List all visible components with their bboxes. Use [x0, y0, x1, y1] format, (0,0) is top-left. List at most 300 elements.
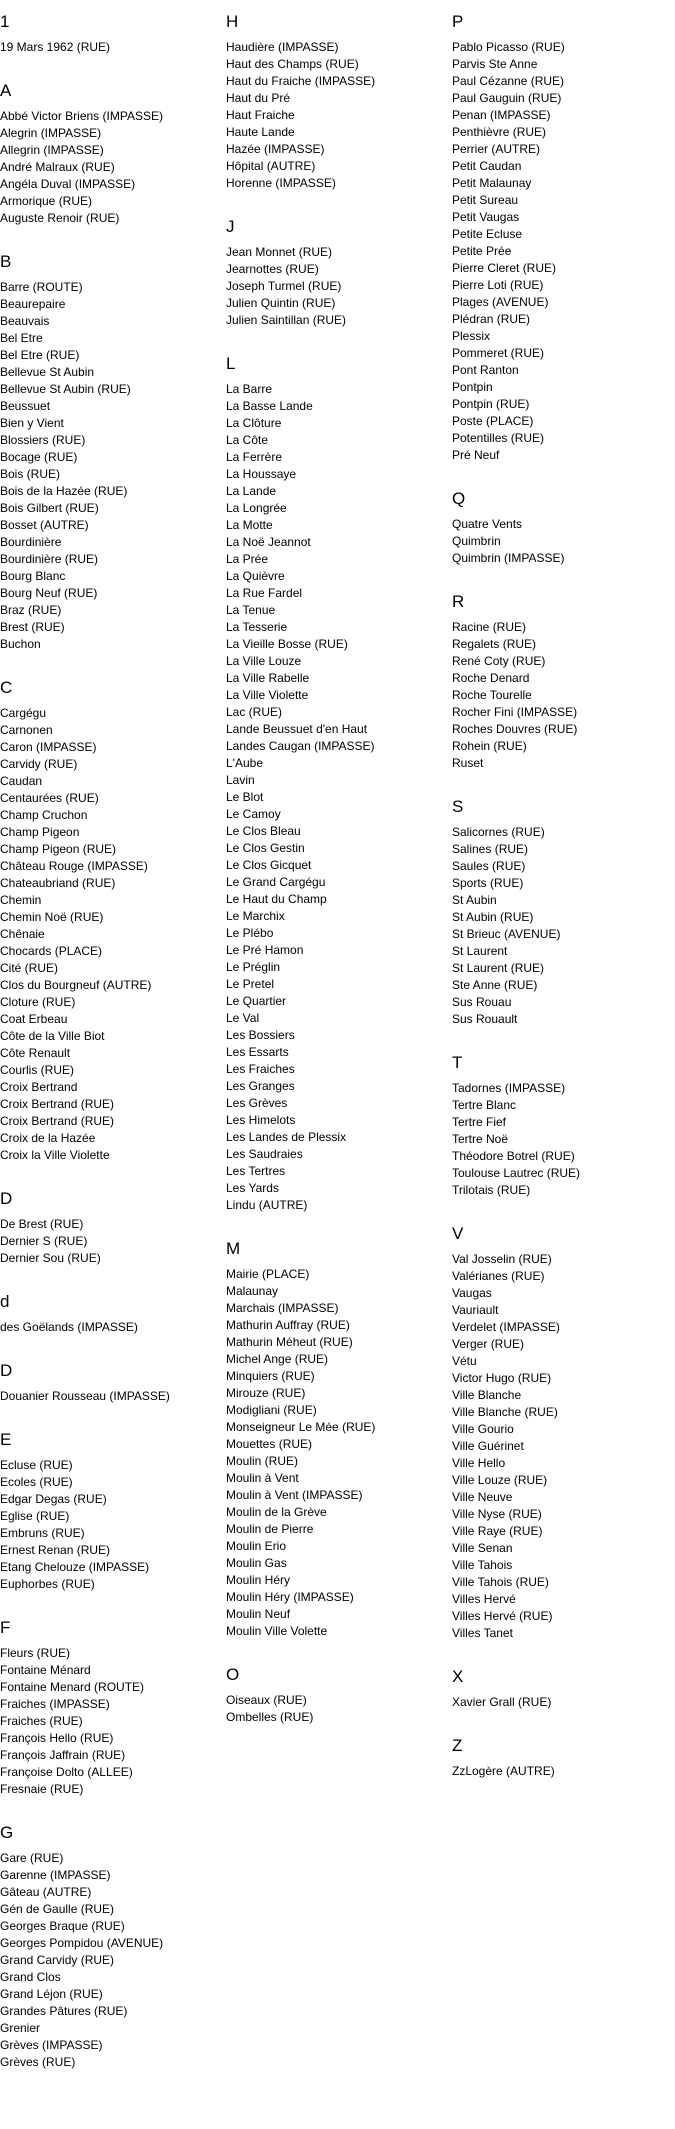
- street-name: Bourdinière: [0, 535, 62, 549]
- street-name: Barre (ROUTE): [0, 280, 83, 294]
- street-name: Ville Tahois: [452, 1558, 513, 1572]
- street-name: Braz (RUE): [0, 603, 62, 617]
- letter-section: [452, 12, 672, 464]
- street-name: Villes Tanet: [452, 1626, 513, 1640]
- street-name: Vaugas: [452, 1286, 492, 1300]
- street-name: Moulin Erio: [226, 1539, 287, 1553]
- street-name: De Brest (RUE): [0, 1217, 84, 1231]
- street-list: [0, 1319, 220, 1336]
- street-name: Haute Lande: [226, 125, 295, 139]
- letter-section: [0, 81, 220, 227]
- street-name: Trilotais (RUE): [452, 1183, 531, 1197]
- street-name: des Goëlands (IMPASSE): [0, 1320, 138, 1334]
- street-name: Mairie (PLACE): [226, 1267, 310, 1281]
- street-name: Villes Hervé: [452, 1592, 516, 1606]
- street-name: Bourg Blanc: [0, 569, 66, 583]
- street-name: Sports (RUE): [452, 876, 524, 890]
- street-name: Croix Bertrand (RUE): [0, 1097, 115, 1111]
- street-name: Ville Blanche: [452, 1388, 522, 1402]
- letter-section: [0, 1189, 220, 1267]
- street-name: Pommeret (RUE): [452, 346, 545, 360]
- street-name: Vétu: [452, 1354, 477, 1368]
- street-list: [0, 705, 220, 1164]
- street-name: Haut du Fraiche (IMPASSE): [226, 74, 376, 88]
- street-name: Lavin: [226, 773, 255, 787]
- street-name: Beauvais: [0, 314, 50, 328]
- street-name: Chemin: [0, 893, 42, 907]
- street-name: Cloture (RUE): [0, 995, 76, 1009]
- street-name: Pré Neuf: [452, 448, 500, 462]
- street-name: La Tenue: [226, 603, 276, 617]
- street-name: Modigliani (RUE): [226, 1403, 317, 1417]
- street-name: Pont Ranton: [452, 363, 519, 377]
- street-name: Ville Gourio: [452, 1422, 514, 1436]
- street-name: Rocher Fini (IMPASSE): [452, 705, 578, 719]
- street-name: Chocards (PLACE): [0, 944, 103, 958]
- street-name: Bien y Vient: [0, 416, 64, 430]
- street-name: La Motte: [226, 518, 273, 532]
- street-name: André Malraux (RUE): [0, 160, 115, 174]
- street-name: Quimbrin (IMPASSE): [452, 551, 565, 565]
- street-name: Haut du Pré: [226, 91, 291, 105]
- section-letter-heading: T: [452, 1053, 463, 1072]
- letter-section: [0, 1618, 220, 1798]
- section-letter-heading: P: [452, 12, 464, 31]
- street-name: Le Quartier: [226, 994, 287, 1008]
- street-name: Bois (RUE): [0, 467, 61, 481]
- street-name: Mirouze (RUE): [226, 1386, 306, 1400]
- street-name: Fraiches (IMPASSE): [0, 1697, 110, 1711]
- street-name: Quatre Vents: [452, 517, 523, 531]
- letter-section: [452, 797, 672, 1028]
- street-name: Ville Tahois (RUE): [452, 1575, 549, 1589]
- street-name: Ombelles (RUE): [226, 1710, 314, 1724]
- street-name: La Ferrère: [226, 450, 283, 464]
- street-name: Bellevue St Aubin (RUE): [0, 382, 131, 396]
- street-name: Croix Bertrand (RUE): [0, 1114, 115, 1128]
- street-name: St Aubin: [452, 893, 497, 907]
- street-name: Malaunay: [226, 1284, 279, 1298]
- street-list: [0, 1850, 220, 2071]
- street-name: Fontaine Menard (ROUTE): [0, 1680, 145, 1694]
- street-name: Bellevue St Aubin: [0, 365, 95, 379]
- street-name: Moulin Héry (IMPASSE): [226, 1590, 354, 1604]
- street-name: Auguste Renoir (RUE): [0, 211, 120, 225]
- letter-section: [452, 489, 672, 567]
- street-name: Moulin Ville Volette: [226, 1624, 328, 1638]
- street-list: [452, 39, 672, 464]
- letter-section: [0, 1292, 220, 1336]
- street-name: Hazée (IMPASSE): [226, 142, 325, 156]
- street-name: Fleurs (RUE): [0, 1646, 71, 1660]
- street-name: Le Pré Hamon: [226, 943, 304, 957]
- street-name: Pierre Loti (RUE): [452, 278, 544, 292]
- street-name: Landes Caugan (IMPASSE): [226, 739, 375, 753]
- street-list: [452, 1080, 672, 1199]
- section-letter-heading: L: [226, 354, 236, 373]
- street-name: Ernest Renan (RUE): [0, 1543, 111, 1557]
- street-name: Le Blot: [226, 790, 264, 804]
- street-name: Lac (RUE): [226, 705, 283, 719]
- street-name: Bel Etre (RUE): [0, 348, 80, 362]
- street-name: Tertre Blanc: [452, 1098, 517, 1112]
- street-name: La Longrée: [226, 501, 287, 515]
- street-name: Le Grand Cargégu: [226, 875, 326, 889]
- street-name: Haudière (IMPASSE): [226, 40, 339, 54]
- street-name: Penthièvre (RUE): [452, 125, 547, 139]
- street-name: Moulin (RUE): [226, 1454, 299, 1468]
- letter-section: [452, 592, 672, 772]
- street-name: Victor Hugo (RUE): [452, 1371, 552, 1385]
- street-name: Le Marchix: [226, 909, 285, 923]
- street-name: Caron (IMPASSE): [0, 740, 97, 754]
- street-name: Centaurées (RUE): [0, 791, 99, 805]
- street-name: Les Tertres: [226, 1164, 286, 1178]
- street-name: Beaurepaire: [0, 297, 66, 311]
- street-name: Les Grèves: [226, 1096, 288, 1110]
- letter-section: [452, 1667, 672, 1711]
- street-name: Brest (RUE): [0, 620, 65, 634]
- street-name: Parvis Ste Anne: [452, 57, 538, 71]
- street-name: Julien Saintillan (RUE): [226, 313, 347, 327]
- street-name: Champ Pigeon (RUE): [0, 842, 117, 856]
- street-name: Tertre Noë: [452, 1132, 509, 1146]
- letter-section: [452, 1736, 672, 1780]
- street-name: Paul Cézanne (RUE): [452, 74, 565, 88]
- street-name: Gâteau (AUTRE): [0, 1885, 92, 1899]
- street-name: Le Plébo: [226, 926, 274, 940]
- section-letter-heading: R: [452, 592, 465, 611]
- street-name: Rohein (RUE): [452, 739, 527, 753]
- street-list: [452, 1251, 672, 1642]
- street-name: Douanier Rousseau (IMPASSE): [0, 1389, 170, 1403]
- street-name: ZzLogère (AUTRE): [452, 1764, 555, 1778]
- street-name: Verdelet (IMPASSE): [452, 1320, 560, 1334]
- street-name: Ville Senan: [452, 1541, 513, 1555]
- street-name: Croix de la Hazée: [0, 1131, 96, 1145]
- street-name: Bourdinière (RUE): [0, 552, 99, 566]
- street-name: Bourg Neuf (RUE): [0, 586, 98, 600]
- street-name: René Coty (RUE): [452, 654, 546, 668]
- street-name: Pontpin: [452, 380, 493, 394]
- section-letter-heading: V: [452, 1224, 464, 1243]
- letter-section: [0, 252, 220, 653]
- street-name: Théodore Botrel (RUE): [452, 1149, 575, 1163]
- street-name: Ville Neuve: [452, 1490, 513, 1504]
- street-name: Roche Tourelle: [452, 688, 532, 702]
- street-name: Petite Ecluse: [452, 227, 523, 241]
- street-name: Caudan: [0, 774, 43, 788]
- section-letter-heading: Z: [452, 1736, 463, 1755]
- street-name: Le Préglin: [226, 960, 281, 974]
- street-name: Beussuet: [0, 399, 51, 413]
- section-letter-heading: 1: [0, 12, 10, 31]
- street-name: Dernier S (RUE): [0, 1234, 88, 1248]
- street-name: Blossiers (RUE): [0, 433, 86, 447]
- section-letter-heading: d: [0, 1292, 10, 1311]
- street-name: Buchon: [0, 637, 41, 651]
- street-name: Champ Pigeon: [0, 825, 80, 839]
- street-name: Penan (IMPASSE): [452, 108, 551, 122]
- street-name: Edgar Degas (RUE): [0, 1492, 107, 1506]
- street-name: Ville Blanche (RUE): [452, 1405, 558, 1419]
- street-name: Ecoles (RUE): [0, 1475, 73, 1489]
- street-name: Moulin Héry: [226, 1573, 291, 1587]
- street-name: Lande Beussuet d'en Haut: [226, 722, 368, 736]
- street-name: La Ville Rabelle: [226, 671, 310, 685]
- section-letter-heading: D: [0, 1361, 13, 1380]
- street-name: Valérianes (RUE): [452, 1269, 545, 1283]
- street-list: [452, 824, 672, 1028]
- street-name: St Brieuc (AVENUE): [452, 927, 561, 941]
- section-letter-heading: X: [452, 1667, 464, 1686]
- street-name: Les Bossiers: [226, 1028, 295, 1042]
- street-name: Jearnottes (RUE): [226, 262, 319, 276]
- street-name: Ruset: [452, 756, 484, 770]
- letter-section: [0, 1361, 220, 1405]
- street-list: [226, 244, 446, 329]
- street-list: [452, 516, 672, 567]
- letter-section: [226, 354, 446, 1214]
- street-name: Carvidy (RUE): [0, 757, 78, 771]
- street-name: Oiseaux (RUE): [226, 1693, 307, 1707]
- street-name: Petite Prée: [452, 244, 512, 258]
- street-name: Les Fraiches: [226, 1062, 295, 1076]
- street-name: Toulouse Lautrec (RUE): [452, 1166, 581, 1180]
- street-name: Moulin de la Grève: [226, 1505, 327, 1519]
- street-name: Clos du Bourgneuf (AUTRE): [0, 978, 152, 992]
- street-list: [226, 1266, 446, 1640]
- street-name: Paul Gauguin (RUE): [452, 91, 562, 105]
- street-list: [226, 39, 446, 192]
- street-list: [226, 381, 446, 1214]
- street-name: Grand Léjon (RUE): [0, 1987, 103, 2001]
- street-name: Ville Raye (RUE): [452, 1524, 543, 1538]
- section-letter-heading: B: [0, 252, 12, 271]
- street-name: Angéla Duval (IMPASSE): [0, 177, 136, 191]
- street-name: Les Essarts: [226, 1045, 289, 1059]
- street-name: Françoise Dolto (ALLEE): [0, 1765, 133, 1779]
- street-name: Les Landes de Plessix: [226, 1130, 347, 1144]
- street-name: Champ Cruchon: [0, 808, 88, 822]
- street-name: La Quièvre: [226, 569, 285, 583]
- street-name: Grenier: [0, 2021, 41, 2035]
- street-name: Ville Hello: [452, 1456, 506, 1470]
- letter-section: [452, 1053, 672, 1199]
- street-name: Les Yards: [226, 1181, 279, 1195]
- street-name: Les Saudraies: [226, 1147, 303, 1161]
- street-name: Gare (RUE): [0, 1851, 64, 1865]
- letter-section: [0, 678, 220, 1164]
- street-name: Chemin Noë (RUE): [0, 910, 104, 924]
- street-name: Les Himelots: [226, 1113, 296, 1127]
- section-letter-heading: A: [0, 81, 12, 100]
- street-name: Joseph Turmel (RUE): [226, 279, 342, 293]
- street-name: Salicornes (RUE): [452, 825, 545, 839]
- street-name: 19 Mars 1962 (RUE): [0, 40, 111, 54]
- section-letter-heading: M: [226, 1239, 241, 1258]
- street-name: Fontaine Ménard: [0, 1663, 91, 1677]
- index-column-2: [226, 12, 446, 1751]
- street-name: Ville Louze (RUE): [452, 1473, 548, 1487]
- street-name: Croix la Ville Violette: [0, 1148, 110, 1162]
- street-name: Potentilles (RUE): [452, 431, 545, 445]
- street-name: Haut des Champs (RUE): [226, 57, 359, 71]
- street-list: [0, 1457, 220, 1593]
- street-name: Salines (RUE): [452, 842, 529, 856]
- section-letter-heading: G: [0, 1823, 14, 1842]
- street-name: Moulin de Pierre: [226, 1522, 314, 1536]
- street-name: Tadornes (IMPASSE): [452, 1081, 566, 1095]
- street-name: Pontpin (RUE): [452, 397, 530, 411]
- street-name: Grèves (IMPASSE): [0, 2038, 103, 2052]
- street-name: Verger (RUE): [452, 1337, 525, 1351]
- street-list: [452, 1763, 672, 1780]
- section-letter-heading: Q: [452, 489, 466, 508]
- letter-section: [0, 1823, 220, 2071]
- street-name: Julien Quintin (RUE): [226, 296, 336, 310]
- street-name: Euphorbes (RUE): [0, 1577, 95, 1591]
- street-name: Dernier Sou (RUE): [0, 1251, 101, 1265]
- street-name: Allegrin (IMPASSE): [0, 143, 104, 157]
- street-name: Monseigneur Le Mée (RUE): [226, 1420, 376, 1434]
- street-name: Michel Ange (RUE): [226, 1352, 329, 1366]
- street-name: La Clôture: [226, 416, 282, 430]
- street-name: Chênaie: [0, 927, 45, 941]
- street-name: Quimbrin: [452, 534, 501, 548]
- street-name: Petit Sureau: [452, 193, 519, 207]
- street-name: Saules (RUE): [452, 859, 526, 873]
- street-name: Le Camoy: [226, 807, 281, 821]
- letter-section: [226, 1239, 446, 1640]
- street-name: L'Aube: [226, 756, 263, 770]
- street-name: Moulin à Vent (IMPASSE): [226, 1488, 363, 1502]
- street-name: Grand Clos: [0, 1970, 61, 1984]
- street-name: Fraiches (RUE): [0, 1714, 83, 1728]
- street-name: Petit Caudan: [452, 159, 522, 173]
- section-letter-heading: E: [0, 1430, 12, 1449]
- street-name: Regalets (RUE): [452, 637, 537, 651]
- street-name: Ste Anne (RUE): [452, 978, 538, 992]
- index-column-1: [0, 12, 220, 2096]
- street-name: Gén de Gaulle (RUE): [0, 1902, 115, 1916]
- street-name: François Hello (RUE): [0, 1731, 114, 1745]
- street-name: Etang Chelouze (IMPASSE): [0, 1560, 150, 1574]
- street-name: Le Pretel: [226, 977, 275, 991]
- section-letter-heading: H: [226, 12, 239, 31]
- street-name: La Houssaye: [226, 467, 297, 481]
- index-column-3: [452, 12, 672, 1805]
- street-name: Ville Guérinet: [452, 1439, 524, 1453]
- street-name: Plages (AVENUE): [452, 295, 549, 309]
- street-name: Mouettes (RUE): [226, 1437, 313, 1451]
- street-name: Villes Hervé (RUE): [452, 1609, 553, 1623]
- street-name: La Rue Fardel: [226, 586, 303, 600]
- street-name: Moulin Gas: [226, 1556, 287, 1570]
- street-name: Cargégu: [0, 706, 47, 720]
- section-letter-heading: J: [226, 217, 235, 236]
- street-name: Sus Rouau: [452, 995, 512, 1009]
- letter-section: [452, 1224, 672, 1642]
- street-name: Cité (RUE): [0, 961, 59, 975]
- street-name: Moulin Neuf: [226, 1607, 291, 1621]
- street-name: Carnonen: [0, 723, 53, 737]
- street-name: La Ville Louze: [226, 654, 302, 668]
- street-name: Le Haut du Champ: [226, 892, 327, 906]
- street-name: Marchais (IMPASSE): [226, 1301, 339, 1315]
- street-name: La Noë Jeannot: [226, 535, 311, 549]
- street-name: Bois de la Hazée (RUE): [0, 484, 128, 498]
- street-name: Perrier (AUTRE): [452, 142, 541, 156]
- street-name: Plédran (RUE): [452, 312, 531, 326]
- letter-section: [0, 12, 220, 56]
- street-name: Eglise (RUE): [0, 1509, 70, 1523]
- street-name: Alegrin (IMPASSE): [0, 126, 102, 140]
- street-name: Armorique (RUE): [0, 194, 93, 208]
- street-name: Lindu (AUTRE): [226, 1198, 308, 1212]
- street-name: Bosset (AUTRE): [0, 518, 89, 532]
- street-name: Les Granges: [226, 1079, 295, 1093]
- street-name: Ecluse (RUE): [0, 1458, 73, 1472]
- street-list: [452, 619, 672, 772]
- street-name: Poste (PLACE): [452, 414, 534, 428]
- street-name: Georges Braque (RUE): [0, 1919, 125, 1933]
- street-name: St Aubin (RUE): [452, 910, 534, 924]
- section-letter-heading: D: [0, 1189, 13, 1208]
- street-name: Haut Fraiche: [226, 108, 295, 122]
- street-name: Courlis (RUE): [0, 1063, 75, 1077]
- street-list: [0, 1645, 220, 1798]
- section-letter-heading: C: [0, 678, 13, 697]
- street-name: Chateaubriand (RUE): [0, 876, 116, 890]
- street-name: Grèves (RUE): [0, 2055, 76, 2069]
- street-name: Pierre Cleret (RUE): [452, 261, 557, 275]
- street-name: Côte de la Ville Biot: [0, 1029, 105, 1043]
- street-name: Pablo Picasso (RUE): [452, 40, 565, 54]
- letter-section: [226, 217, 446, 329]
- street-name: François Jaffrain (RUE): [0, 1748, 126, 1762]
- section-letter-heading: O: [226, 1665, 240, 1684]
- street-name: Croix Bertrand: [0, 1080, 78, 1094]
- letter-section: [0, 1430, 220, 1593]
- letter-section: [226, 12, 446, 192]
- street-name: La Côte: [226, 433, 269, 447]
- street-name: Sus Rouault: [452, 1012, 518, 1026]
- street-name: Grand Carvidy (RUE): [0, 1953, 115, 1967]
- street-name: La Barre: [226, 382, 273, 396]
- street-name: St Laurent (RUE): [452, 961, 545, 975]
- street-name: La Vieille Bosse (RUE): [226, 637, 348, 651]
- section-letter-heading: F: [0, 1618, 11, 1637]
- street-list: [226, 1692, 446, 1726]
- street-name: La Prée: [226, 552, 269, 566]
- street-name: Petit Malaunay: [452, 176, 532, 190]
- street-name: Embruns (RUE): [0, 1526, 85, 1540]
- letter-section: [226, 1665, 446, 1726]
- street-list: [0, 1216, 220, 1267]
- street-name: Mathurin Méheut (RUE): [226, 1335, 353, 1349]
- street-name: Jean Monnet (RUE): [226, 245, 333, 259]
- street-name: St Laurent: [452, 944, 508, 958]
- street-name: Ville Nyse (RUE): [452, 1507, 542, 1521]
- street-name: Bocage (RUE): [0, 450, 78, 464]
- street-name: Garenne (IMPASSE): [0, 1868, 111, 1882]
- street-name: Le Clos Bleau: [226, 824, 301, 838]
- street-name: Minquiers (RUE): [226, 1369, 315, 1383]
- street-name: Xavier Grall (RUE): [452, 1695, 552, 1709]
- street-name: Moulin à Vent: [226, 1471, 299, 1485]
- street-name: Château Rouge (IMPASSE): [0, 859, 148, 873]
